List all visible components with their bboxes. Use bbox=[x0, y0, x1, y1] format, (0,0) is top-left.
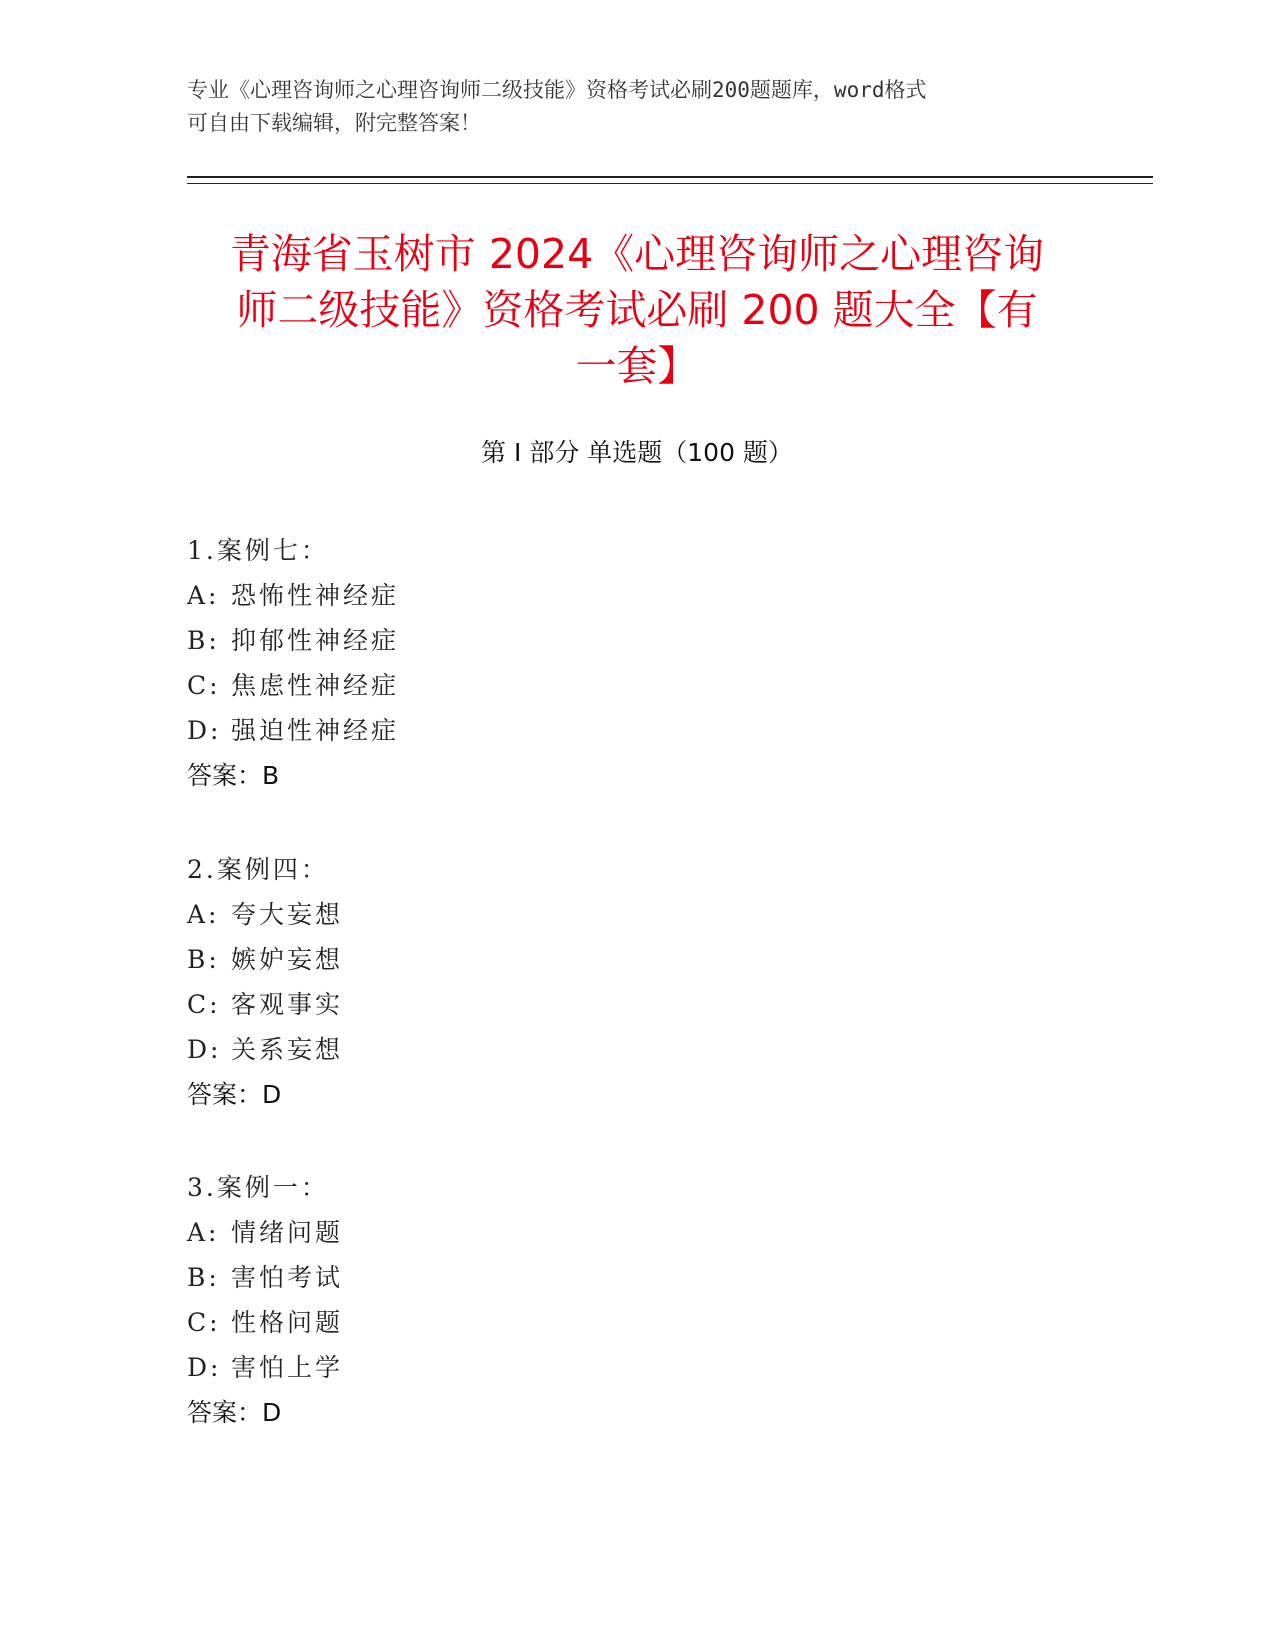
option-text: 性格问题 bbox=[231, 1308, 344, 1337]
option-text: 嫉妒妄想 bbox=[231, 945, 344, 974]
option-text: 夸大妄想 bbox=[231, 900, 344, 929]
option-d bbox=[187, 708, 887, 753]
option-key: B: bbox=[187, 626, 220, 655]
option-text: 恐怖性神经症 bbox=[231, 581, 400, 610]
option-c bbox=[187, 663, 887, 708]
option-key: C: bbox=[187, 990, 221, 1019]
option-text: 害怕上学 bbox=[231, 1353, 344, 1382]
document-title-line: 师二级技能》资格考试必刷 200 题大全【有 bbox=[236, 286, 1038, 334]
document-title-line: 青海省玉树市 2024《心理咨询师之心理咨询 bbox=[229, 230, 1045, 278]
document-title-line: 一套】 bbox=[575, 342, 699, 390]
option-b bbox=[187, 618, 887, 663]
option-key: A: bbox=[187, 900, 220, 929]
header-note-line: 专业《心理咨询师之心理咨询师二级技能》资格考试必刷200题题库，word格式 bbox=[187, 78, 927, 102]
question-stem: 1.案例七： bbox=[187, 536, 329, 565]
question-stem: 3.案例一： bbox=[187, 1173, 329, 1202]
option-d bbox=[187, 1345, 887, 1390]
option-key: A: bbox=[187, 1218, 220, 1247]
option-a bbox=[187, 573, 887, 618]
option-key: B: bbox=[187, 945, 220, 974]
option-key: D: bbox=[187, 716, 222, 745]
section-title: 第 I 部分 单选题（100 题） bbox=[481, 438, 793, 467]
option-a bbox=[187, 1210, 887, 1255]
question-item bbox=[187, 847, 887, 1117]
option-key: D: bbox=[187, 1035, 222, 1064]
option-key: B: bbox=[187, 1263, 220, 1292]
question-item bbox=[187, 528, 887, 798]
option-text: 焦虑性神经症 bbox=[231, 671, 400, 700]
answer-line: 答案：B bbox=[187, 761, 280, 790]
option-key: A: bbox=[187, 581, 220, 610]
option-text: 客观事实 bbox=[231, 990, 344, 1019]
question-stem: 2.案例四： bbox=[187, 855, 329, 884]
header-note-line: 可自由下载编辑，附完整答案！ bbox=[187, 111, 481, 135]
option-c bbox=[187, 1300, 887, 1345]
option-text: 关系妄想 bbox=[231, 1035, 344, 1064]
option-text: 抑郁性神经症 bbox=[231, 626, 400, 655]
option-text: 强迫性神经症 bbox=[231, 716, 400, 745]
option-text: 情绪问题 bbox=[231, 1218, 344, 1247]
option-key: C: bbox=[187, 671, 221, 700]
option-a bbox=[187, 892, 887, 937]
option-b bbox=[187, 937, 887, 982]
answer-line: 答案：D bbox=[187, 1080, 282, 1109]
header-note bbox=[187, 74, 1087, 140]
header-divider bbox=[187, 176, 1153, 178]
header-divider-thin bbox=[187, 183, 1153, 184]
option-key: C: bbox=[187, 1308, 221, 1337]
option-key: D: bbox=[187, 1353, 222, 1382]
question-item bbox=[187, 1165, 887, 1435]
option-text: 害怕考试 bbox=[231, 1263, 344, 1292]
option-b bbox=[187, 1255, 887, 1300]
document-title bbox=[187, 226, 1087, 394]
answer-line: 答案：D bbox=[187, 1398, 282, 1427]
option-c bbox=[187, 982, 887, 1027]
option-d bbox=[187, 1027, 887, 1072]
